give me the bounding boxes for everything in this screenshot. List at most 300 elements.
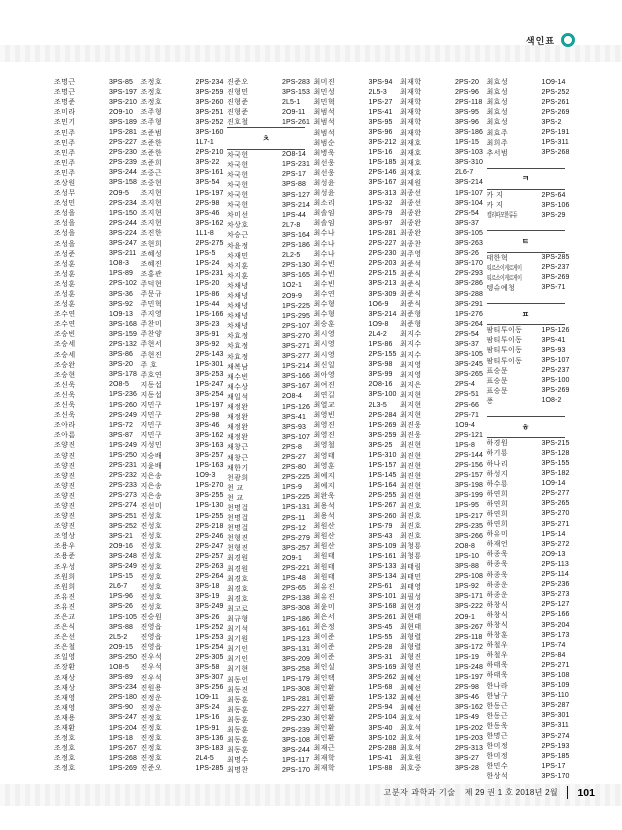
index-entry <box>400 673 487 683</box>
paper-code: 1O2-1 <box>282 282 302 290</box>
author-name: 최종찬 <box>400 240 422 248</box>
paper-code: 3PS-28 <box>455 764 479 772</box>
index-entry <box>314 602 401 612</box>
paper-code: 2PS-98 <box>195 199 220 207</box>
index-entry <box>227 634 314 644</box>
author-name: 하창훈 <box>486 632 508 640</box>
author-name: 지동섭 <box>140 381 162 389</box>
index-entry <box>400 400 487 410</box>
index-entry <box>54 551 141 561</box>
index-entry <box>487 396 574 406</box>
author-name: 조아름 <box>54 432 76 440</box>
index-entry <box>54 683 141 693</box>
index-entry <box>400 733 487 743</box>
paper-code: 1PS-231 <box>195 270 224 278</box>
paper-code: 3PS-257 <box>282 544 310 552</box>
paper-code: 3PS-249 <box>195 603 224 611</box>
index-entry <box>400 713 487 723</box>
paper-code: 3PS-79 <box>368 209 393 217</box>
paper-code: 3PS-259 <box>368 431 397 439</box>
journal-title: 고분자 과학과 기술 <box>383 788 456 797</box>
paper-code: 3PS-265 <box>455 371 483 379</box>
index-entry <box>400 440 487 450</box>
index-entry <box>227 765 314 775</box>
author-name: 팜티투이동 <box>486 337 523 345</box>
paper-code: 1O6-9 <box>368 300 389 308</box>
author-name: 하창식 <box>486 601 508 609</box>
paper-code: 2PS-65 <box>282 585 306 593</box>
author-name: 조재영 <box>54 704 76 712</box>
author-name: 조정호 <box>140 89 162 97</box>
paper-code: 3PS-250 <box>109 653 137 661</box>
index-entry <box>141 592 228 602</box>
index-entry <box>54 380 141 390</box>
paper-code: 1PS-255 <box>195 512 224 520</box>
paper-code: 3PS-37 <box>455 340 479 348</box>
author-name: 최영진 <box>313 432 335 440</box>
index-entry <box>141 541 228 551</box>
index-entry <box>141 309 228 319</box>
author-name: 최동진 <box>227 686 249 694</box>
author-name: 표승문 <box>486 387 508 395</box>
index-entry <box>400 279 487 289</box>
author-name: 차지훈 <box>227 272 249 280</box>
section-header <box>487 230 565 252</box>
index-entry <box>227 261 314 271</box>
paper-code: 2O9-15 <box>109 643 133 651</box>
index-entry <box>54 178 141 188</box>
index-entry <box>141 662 228 672</box>
paper-code: 2PS-257 <box>195 552 224 560</box>
paper-code: 3PS-198 <box>455 482 483 490</box>
index-entry <box>227 543 314 553</box>
index-entry <box>487 190 574 200</box>
author-name: 주민혁 <box>140 301 162 309</box>
paper-code: 3PS-212 <box>368 139 397 147</box>
index-entry <box>314 511 401 521</box>
author-name: 한남구 <box>486 692 508 700</box>
index-entry <box>54 127 141 137</box>
index-entry <box>54 410 141 420</box>
author-name: 최종완 <box>400 230 422 238</box>
author-name: 조지현 <box>140 220 162 228</box>
paper-code: 3PS-170 <box>455 260 483 268</box>
paper-code: 1PS-308 <box>282 686 310 694</box>
paper-code: 1PS-311 <box>541 139 569 147</box>
author-name: 최청룡 <box>400 543 422 551</box>
author-name: 최준식 <box>400 270 422 278</box>
index-entry <box>54 481 141 491</box>
author-name: 하철우 <box>486 642 508 650</box>
author-name: 주 호 <box>140 361 158 369</box>
author-name: 차채녕 <box>227 313 249 321</box>
paper-code: 3PS-158 <box>109 179 137 187</box>
index-entry <box>227 271 314 281</box>
author-name: 최병욱 <box>313 149 335 157</box>
paper-code: 3PS-88 <box>109 623 133 631</box>
index-entry <box>54 370 141 380</box>
paper-code: 2PS-166 <box>541 611 570 619</box>
paper-code: 2PS-239 <box>109 159 137 167</box>
author-name: 최시영 <box>313 341 335 349</box>
index-entry <box>400 461 487 471</box>
paper-code: 1PS-163 <box>195 462 224 470</box>
paper-code: 2PS-227 <box>282 706 310 714</box>
author-name: 차채녕 <box>227 293 249 301</box>
author-name: 최준석 <box>400 260 422 268</box>
paper-code: 3PS-85 <box>109 78 133 86</box>
author-name: 조민주 <box>54 149 76 157</box>
paper-code: 1O9-4 <box>455 421 475 429</box>
index-entry <box>141 77 228 87</box>
paper-code: 3PS-103 <box>455 149 483 157</box>
paper-code: 3PS-166 <box>282 373 310 381</box>
author-name: 최인택 <box>313 674 335 682</box>
author-name: 최기인 <box>227 656 249 664</box>
paper-code: 1PS-86 <box>195 290 220 298</box>
paper-code: 2PS-54 <box>455 330 479 338</box>
index-entry <box>314 662 401 672</box>
author-name: 추서범 <box>486 149 508 157</box>
author-name: 진성호 <box>140 533 162 541</box>
paper-code: 1PS-204 <box>109 724 137 732</box>
index-entry <box>314 107 401 117</box>
index-entry <box>141 87 228 97</box>
paper-code: 3PS-131 <box>282 645 310 653</box>
index-entry <box>314 198 401 208</box>
index-entry <box>487 590 574 600</box>
paper-code: 1PS-150 <box>109 209 137 217</box>
index-entry <box>487 741 574 751</box>
index-entry <box>487 458 574 468</box>
index-entry <box>141 511 228 521</box>
paper-code: 1PS-179 <box>282 676 310 684</box>
index-entry <box>314 450 401 460</box>
index-entry <box>314 289 401 299</box>
paper-code: 2PS-98 <box>455 684 479 692</box>
author-name: 최재학 <box>400 89 422 97</box>
page-header <box>526 33 575 47</box>
author-name: 최지영 <box>400 371 422 379</box>
author-name: 조성을 <box>54 210 76 218</box>
author-name: 조일영 <box>54 654 76 662</box>
paper-code: 2O9-16 <box>109 542 133 550</box>
paper-code: 3PS-167 <box>368 179 397 187</box>
index-entry <box>227 170 314 180</box>
author-name: 최형렬 <box>400 644 422 652</box>
index-entry <box>141 380 228 390</box>
author-name: 한상석 <box>486 773 508 781</box>
index-entry <box>227 412 314 422</box>
page-number: 101 <box>577 786 595 799</box>
index-entry <box>487 549 574 559</box>
author-name: 조재영 <box>54 694 76 702</box>
author-name: 지민구 <box>140 432 162 440</box>
index-entry <box>54 107 141 117</box>
paper-code: 3PS-169 <box>368 663 397 671</box>
paper-code: 3PS-309 <box>368 290 397 298</box>
paper-code: 1L1-8 <box>195 229 214 237</box>
index-entry <box>54 279 141 289</box>
paper-code: 2O9-1 <box>455 613 475 621</box>
index-entry <box>314 652 401 662</box>
author-name: 최형진 <box>400 654 422 662</box>
index-entry <box>487 469 574 479</box>
index-entry <box>314 592 401 602</box>
index-entry <box>141 642 228 652</box>
author-name: 최호중 <box>400 765 422 773</box>
author-name: 진성호 <box>140 543 162 551</box>
author-name: 조주형 <box>140 119 162 127</box>
author-name: 주지영 <box>140 311 162 319</box>
index-entry <box>141 632 228 642</box>
paper-code: 1PS-261 <box>282 118 310 126</box>
author-name: 조혜성 <box>140 250 162 258</box>
index-entry <box>314 339 401 349</box>
paper-code: 2PS-275 <box>195 240 224 248</box>
author-name: 조양진 <box>54 513 76 521</box>
paper-code: 3PS-54 <box>195 179 220 187</box>
spacer <box>487 158 574 168</box>
index-entry <box>141 763 228 773</box>
author-name: 조성훈 <box>54 291 76 299</box>
paper-code: 3PS-252 <box>195 118 224 126</box>
paper-code: 1PS-32 <box>368 199 393 207</box>
index-entry <box>141 531 228 541</box>
index-entry <box>314 350 401 360</box>
author-name: 최유진 <box>313 583 335 591</box>
index-entry <box>227 372 314 382</box>
index-entry <box>314 521 401 531</box>
paper-code: 1PS-217 <box>455 512 483 520</box>
paper-code: 2O9-1 <box>282 554 302 562</box>
paper-code: 1PS-253 <box>195 633 224 641</box>
index-entry <box>54 733 141 743</box>
index-entry <box>141 117 228 127</box>
paper-code: 3PS-21 <box>109 532 133 540</box>
author-name: 한동욱 <box>486 722 508 730</box>
index-entry <box>227 362 314 372</box>
index-entry <box>487 731 574 741</box>
author-name: 한미정 <box>486 753 508 761</box>
paper-code: 3PS-163 <box>195 441 224 449</box>
author-name: 차재민 <box>227 252 249 260</box>
index-entry <box>141 249 228 259</box>
index-entry <box>314 228 401 238</box>
paper-code: 3PS-254 <box>195 391 224 399</box>
author-name: 진정호 <box>140 725 162 733</box>
index-entry <box>314 572 401 582</box>
paper-code: 3PS-244 <box>282 746 310 754</box>
paper-code: 2PS-138 <box>282 595 310 603</box>
author-name: 최형렬 <box>400 634 422 642</box>
paper-code: 1PS-268 <box>109 754 137 762</box>
author-name: 지민구 <box>140 402 162 410</box>
paper-code: 1PS-18 <box>109 734 133 742</box>
index-entry <box>400 420 487 430</box>
index-entry <box>54 339 141 349</box>
author-index-table <box>54 77 573 781</box>
author-name: 최명수 <box>227 757 249 765</box>
author-name: 진정호 <box>140 714 162 722</box>
index-entry <box>227 382 314 392</box>
author-name: 조명근 <box>54 89 76 97</box>
index-entry <box>314 400 401 410</box>
paper-code: 3PS-214 <box>282 201 310 209</box>
paper-code: 3PS-310 <box>455 159 483 167</box>
paper-code: 2PS-102 <box>109 280 137 288</box>
paper-code: 2PS-284 <box>368 411 397 419</box>
author-name: 진정호 <box>140 745 162 753</box>
paper-code: 2PS-221 <box>282 565 310 573</box>
paper-code: 3PS-91 <box>195 330 220 338</box>
index-entry <box>400 501 487 511</box>
paper-code: 1PS-44 <box>282 211 306 219</box>
author-name: 하철우 <box>486 652 508 660</box>
paper-code: 3PS-244 <box>109 169 137 177</box>
index-entry <box>54 572 141 582</box>
author-name: 조혜진 <box>140 260 162 268</box>
index-entry <box>54 329 141 339</box>
paper-code: 2PS-236 <box>541 581 570 589</box>
author-name: 진형준 <box>227 109 249 117</box>
paper-code: 1PS-16 <box>368 149 393 157</box>
paper-code: 1PS-197 <box>195 401 224 409</box>
index-entry <box>400 339 487 349</box>
index-entry <box>487 77 574 87</box>
author-name: 최재근 <box>313 745 335 753</box>
paper-code: 1PS-269 <box>368 421 397 429</box>
paper-code: 3PS-108 <box>541 671 570 679</box>
paper-code: 2PS-146 <box>368 169 397 177</box>
paper-code: 3PS-259 <box>195 88 224 96</box>
paper-code: 3PS-93 <box>541 346 566 354</box>
paper-code: 2PS-232 <box>109 472 137 480</box>
index-entry <box>54 420 141 430</box>
index-entry <box>400 158 487 168</box>
author-name: 조양진 <box>54 502 76 510</box>
paper-code: 1PS-164 <box>368 482 397 490</box>
paper-code: 3PS-45 <box>368 623 393 631</box>
index-entry <box>141 743 228 753</box>
index-entry <box>314 127 401 137</box>
author-name: 조미라 <box>54 109 76 117</box>
index-entry <box>54 239 141 249</box>
paper-code: 1PS-267 <box>368 502 397 510</box>
paper-code: 1PS-225 <box>282 302 310 310</box>
author-name: 최영철 <box>313 442 335 450</box>
index-entry <box>400 471 487 481</box>
author-name: 진형준 <box>227 99 249 107</box>
author-name: 천형진 <box>227 535 249 543</box>
index-entry <box>54 87 141 97</box>
paper-code: 3PS-109 <box>368 542 397 550</box>
author-name: 하연희 <box>486 521 508 529</box>
index-entry <box>487 771 574 781</box>
index-entry <box>314 713 401 723</box>
index-entry <box>400 117 487 127</box>
author-name: 하연희 <box>486 500 508 508</box>
author-name: 최재호 <box>400 159 422 167</box>
author-name: 최준형 <box>400 311 422 319</box>
paper-code: 2PS-11 <box>282 514 306 522</box>
paper-code: 3PS-249 <box>109 563 137 571</box>
index-entry <box>314 299 401 309</box>
paper-code: 2PS-12 <box>282 524 306 532</box>
author-name: 최완욱 <box>313 492 335 500</box>
index-entry <box>54 562 141 572</box>
index-entry <box>314 501 401 511</box>
paper-code: 1PS-248 <box>455 663 483 671</box>
paper-code: 3PS-99 <box>368 371 393 379</box>
index-entry <box>54 430 141 440</box>
paper-code: 2PS-274 <box>109 502 137 510</box>
paper-code: 3PS-264 <box>455 320 483 328</box>
index-entry <box>314 471 401 481</box>
index-entry <box>400 360 487 370</box>
paper-code: 3PS-173 <box>541 631 570 639</box>
paper-code: 3PS-23 <box>195 320 220 328</box>
author-name: 최지현 <box>400 412 422 420</box>
paper-code: 2PS-269 <box>541 108 570 116</box>
index-entry <box>400 612 487 622</box>
index-entry <box>141 390 228 400</box>
author-name: 조신욱 <box>54 412 76 420</box>
paper-code: 2PS-293 <box>455 270 483 278</box>
index-entry <box>487 97 574 107</box>
author-name: 조장환 <box>54 664 76 672</box>
author-name: 조지현 <box>140 200 162 208</box>
author-name: 진호철 <box>227 119 249 127</box>
paper-code: 1PS-132 <box>368 694 397 702</box>
paper-code: 2PS-155 <box>368 351 397 359</box>
paper-code: 3PS-213 <box>368 280 397 288</box>
index-entry <box>141 259 228 269</box>
author-name: 채복남 <box>227 363 249 371</box>
author-name: 최경호 <box>227 575 249 583</box>
paper-code: 1PS-117 <box>282 756 310 764</box>
index-entry <box>141 652 228 662</box>
author-name: 채정완 <box>227 414 249 422</box>
index-entry <box>54 77 141 87</box>
paper-code: 3PS-133 <box>368 563 397 571</box>
paper-code: 3PS-97 <box>368 219 393 227</box>
author-name: 차국헌 <box>227 171 249 179</box>
author-name: 최원태 <box>313 553 335 561</box>
index-entry <box>400 531 487 541</box>
paper-code: 2O9-11 <box>282 108 306 116</box>
index-entry <box>314 753 401 763</box>
author-name: 하경원 <box>486 440 508 448</box>
index-entry <box>487 253 574 263</box>
index-entry <box>487 386 574 396</box>
index-entry <box>314 239 401 249</box>
paper-code: 2PS-132 <box>109 340 137 348</box>
paper-code: 3PS-25 <box>368 441 393 449</box>
paper-code: 3PS-162 <box>195 431 224 439</box>
author-name: 차승근 <box>227 232 249 240</box>
author-name: 조원희 <box>54 583 76 591</box>
index-entry <box>54 319 141 329</box>
paper-code: 3PS-95 <box>455 108 479 116</box>
author-name: 최동인 <box>227 676 249 684</box>
author-name: 조승현 <box>54 371 76 379</box>
author-name: 최지은 <box>400 381 422 389</box>
paper-code: 1PS-24 <box>195 260 220 268</box>
author-name: 지민구 <box>140 422 162 430</box>
paper-code: 3PS-159 <box>109 330 137 338</box>
index-entry <box>314 632 401 642</box>
